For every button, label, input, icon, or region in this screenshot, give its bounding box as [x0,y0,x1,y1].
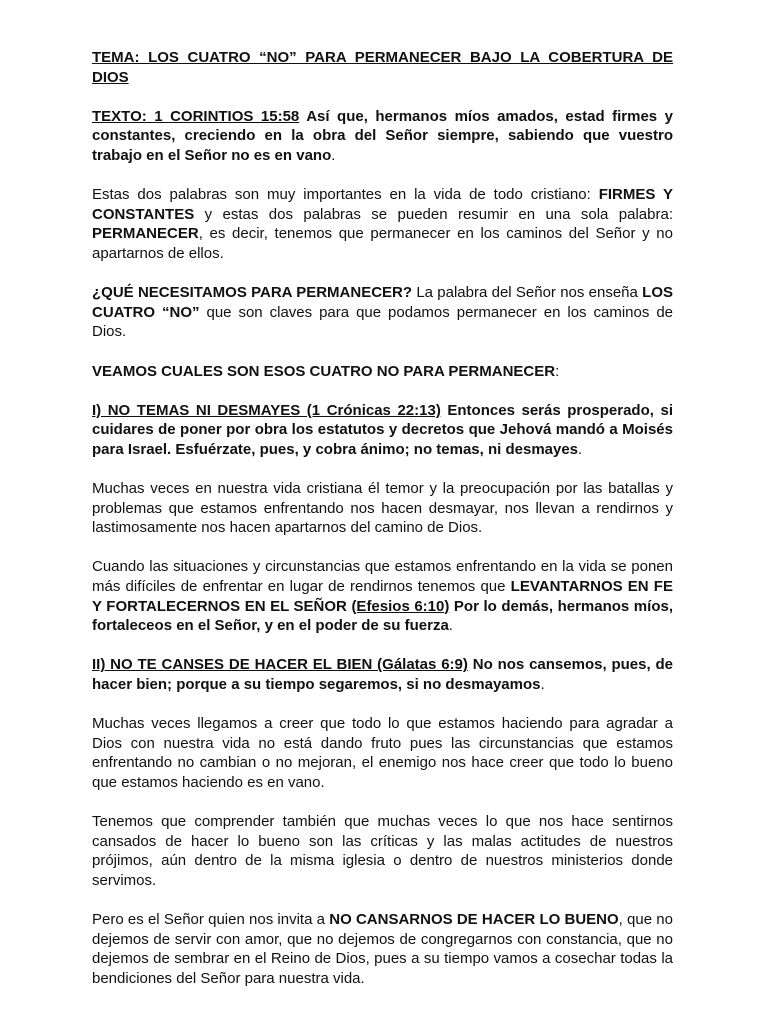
intro-permanecer: PERMANECER [92,225,199,243]
intro-text-c: y estas dos palabras se pueden resumir en una sola palabra: [194,205,673,223]
title-text: TEMA: LOS CUATRO “NO” PARA PERMANECER BAJO LA COBERTURA DE DIOS [92,49,673,86]
question-heading: ¿QUÉ NECESITAMOS PARA PERMANECER? [92,284,413,302]
body3-text-c: , que no dejemos de servir con amor, que no dejemos de congregarnos con constancia, que no dejemos de sembrar en el Reino de Dios, pues a su tiempo vamos a cosechar todas la bendiciones del Señor para nuestra vida. [92,911,673,987]
situations-text-a: Cuando las situaciones y circunstancias que estamos enfrentando en la vida se ponen más difíciles de enfrentar en lugar de rendirnos tenemos que [92,558,673,596]
document-title [92,48,673,87]
point2-verse: No nos cansemos, pues, de hacer bien; porque a su tiempo segaremos, si no desmayamos [92,656,673,693]
question-text-b: La palabra del Señor nos enseña [412,284,643,302]
point2-paragraph [92,655,673,694]
veamos-heading: VEAMOS CUALES SON ESOS CUATRO NO PARA PERMANECER [92,362,556,380]
body3-text-a: Pero es el Señor quien nos invita a [92,911,330,929]
point1-end: . [578,440,583,458]
texto-paragraph [92,107,673,166]
point2-heading: II) NO TE CANSES DE HACER EL BIEN (Gálatas 6:9) [92,656,468,674]
point1-verse: Entonces serás prosperado, si cuidares de poner por obra los estatutos y decretos que Jehová mandó a Moisés para Israel. Esfuérzate, pues, y cobra ánimo; no temas, ni desmayes [92,401,674,458]
point2-body1-paragraph: Muchas veces llegamos a creer que todo lo que estamos haciendo para agradar a Dios con nuestra vida no está dando fruto pues las circunstancias que estamos enfrentando no cambian o no mejoran, el enemigo nos hace creer que todo lo bueno que estamos haciendo es en vano. [92,715,673,791]
question-paragraph [92,283,673,342]
point2-body3-paragraph [92,910,673,988]
intro-firmes-constantes: FIRMES Y CONSTANTES [92,186,673,223]
situations-end: . [448,617,453,635]
question-cuatro-no: LOS CUATRO “NO” [92,284,673,321]
intro-text-e: , es decir, tenemos que permanecer en los caminos del Señor y no apartarnos de ellos. [92,225,673,262]
texto-reference: TEXTO: 1 CORINTIOS 15:58 [92,107,300,125]
point1-body-paragraph: Muchas veces en nuestra vida cristiana él temor y la preocupación por las batallas y problemas que estamos enfrentando nos hacen desmayar, nos llevan a rendirnos y lastimosamente nos hacen apartarnos del camino de Dios. [92,480,673,537]
point2-end: . [540,676,545,693]
point1-heading: I) NO TEMAS NI DESMAYES (1 Crónicas 22:13) [92,401,441,419]
situations-efesios-ref: (Efesios 6:10) [351,597,450,615]
point2-body2-paragraph: Tenemos que comprender también que muchas veces lo que nos hace sentirnos cansados de hacer lo bueno son las críticas y las malas actitudes de nuestros prójimos, aún dentro de la misma iglesia o dentro de nuestros ministerios donde servimos. [92,813,673,889]
veamos-paragraph [92,362,673,382]
point1-paragraph [92,401,673,460]
situations-verse: Por lo demás, hermanos míos, fortaleceos en el Señor, y en el poder de su fuerza [92,597,673,635]
document-page [92,48,673,1008]
intro-text-a: Estas dos palabras son muy importantes en la vida de todo cristiano: [92,186,599,204]
body3-no-cansarnos: NO CANSARNOS DE HACER LO BUENO [329,911,619,929]
veamos-colon: : [555,362,560,380]
situations-levantarnos: LEVANTARNOS EN FE Y FORTALECERNOS EN EL SEÑOR [92,578,673,615]
intro-paragraph [92,185,673,263]
question-text-d: que son claves para que podamos permanecer en los caminos de Dios. [92,303,674,341]
point1-situations-paragraph [92,557,673,635]
texto-verse: Así que, hermanos míos amados, estad firmes y constantes, creciendo en la obra del Señor siempre, sabiendo que vuestro trabajo en el Señor no es en vano [92,107,673,164]
texto-end: . [331,146,336,164]
